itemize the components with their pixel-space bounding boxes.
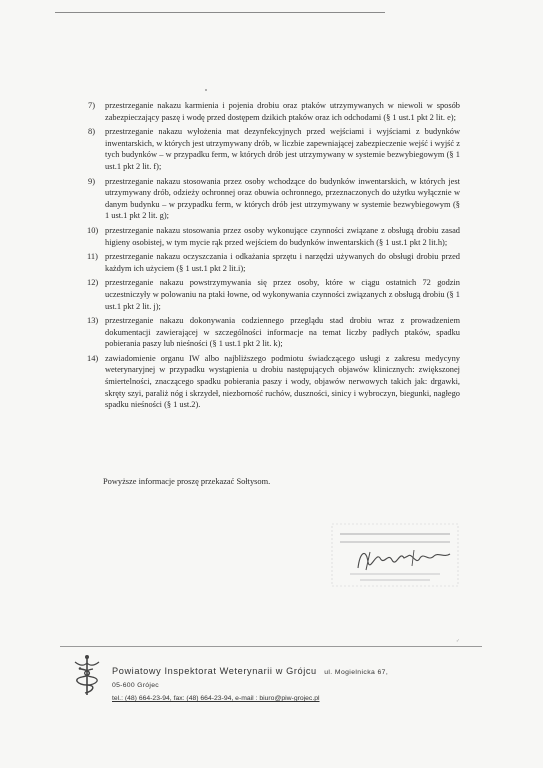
list-item-number: 7) — [88, 101, 95, 110]
caduceus-logo-icon — [70, 653, 104, 697]
list-item-number: 10) — [87, 225, 99, 235]
footer-block — [112, 661, 388, 702]
official-stamp-and-signature — [330, 522, 460, 592]
list-item-number: 11) — [87, 252, 98, 262]
footer-scan-mark: ✓ — [456, 638, 460, 643]
contact-line[interactable]: tel.: (48) 664-23-94, fax: (48) 664-23-94, e-mail : biuro@piw-grojec.pl — [112, 695, 320, 702]
stamp-signature-graphic — [330, 522, 460, 592]
institution-street: ul. Mogielnicka 67, — [324, 669, 389, 676]
institution-city: 05-600 Grójec — [112, 682, 159, 689]
list-item-text: przestrzeganie nakazu oczyszczania i odkażania sprzętu i narzędzi używanych do obsługi drobiu przed każdym ich użyciem (§ 1 ust.1 pkt 2 lit.i); — [105, 252, 460, 273]
list-item-text: przestrzeganie nakazu stosowania przez osoby wchodzące do budynków inwentarskich, w których jest utrzymywany drób, odzieży ochronnej oraz obuwia ochronnego, przeznaczonych do użytku wyłącznie w danym budynku – w przypadku ferm, w których drób jest utrzymywany w systemie bezwybiegowym (§ 1 ust.1 pkt 2 lit. g); — [105, 176, 460, 221]
requirements-list — [88, 100, 460, 414]
list-item-text: zawiadomienie organu IW albo najbliższego podmiotu świadczącego usługi z zakresu medycyny weterynaryjnej w przypadku wystąpienia u drobiu następujących objawów klinicznych: zwiększonej śmiertelności, znaczącego spadku pobierania paszy i wody, objawów nerwowych takich jak: drgawki, skręty szyi, paraliż nóg i skrzydeł, niezborność ruchów, duszności, sinicy i wybroczyn, biegunki, nagłego spadku nieśności (§ 1 ust.2). — [105, 353, 460, 410]
list-item — [88, 315, 460, 350]
list-item-number: 13) — [87, 316, 99, 326]
footer-divider — [60, 646, 482, 647]
list-item-text: przestrzeganie nakazu stosowania przez osoby wykonujące czynności związane z obsługą drobiu zasad higieny osobistej, w tym mycie rąk przed wejściem do budynków inwentarskich (§ 1 ust.1 pkt 2 lit.h); — [105, 225, 460, 247]
list-item-number: 9) — [88, 176, 95, 186]
scan-speck — [205, 89, 207, 91]
list-item — [88, 353, 460, 411]
top-divider — [55, 12, 385, 13]
list-item-number: 8) — [88, 127, 95, 137]
list-item — [88, 126, 460, 172]
list-item — [88, 176, 460, 222]
list-item-text: przestrzeganie nakazu powstrzymywania się przez osoby, które w ciągu ostatnich 72 godzin uczestniczyły w polowaniu na ptaki łowne, od wykonywania czynności związanych z obsługą drobiu (§ 1 ust.1 pkt 2 lit. j); — [105, 278, 460, 311]
list-item-text: przestrzeganie nakazu karmienia i pojenia drobiu oraz ptaków utrzymywanych w niewoli w sposób zabezpieczający paszę i wodę przed dostępem dzikich ptaków oraz ich odchodami (§ 1 ust.1 pkt 2 lit. e); — [105, 101, 460, 122]
list-item-number: 12) — [87, 278, 99, 288]
list-item — [88, 225, 460, 248]
closing-sentence: Powyższe informacje proszę przekazać Sołtysom. — [103, 477, 271, 486]
list-item — [88, 277, 460, 312]
list-item-text: przestrzeganie nakazu wyłożenia mat dezynfekcyjnych przed wejściami i wyjściami z budynków inwentarskich, w których jest utrzymywany drób, w liczbie zapewniającej zabezpieczenie wejść i wyjść z tych budynków – w przypadku ferm, w których drób jest utrzymywany w systemie bezwybiegowym (§ 1 ust.1 pkt 2 lit. f); — [105, 127, 460, 171]
list-item-text: przestrzeganie nakazu dokonywania codziennego przeglądu stad drobiu wraz z prowadzeniem dokumentacji zawierającej w szczególności informacje na temat liczby padłych ptaków, spadku pobierania paszy lub nieśności (§ 1 ust.1 pkt 2 lit. k); — [105, 316, 460, 349]
list-item-number: 14) — [87, 353, 99, 363]
list-item — [88, 100, 460, 123]
institution-name: Powiatowy Inspektorat Weterynarii w Grójcu — [112, 666, 317, 676]
list-item — [88, 251, 460, 274]
